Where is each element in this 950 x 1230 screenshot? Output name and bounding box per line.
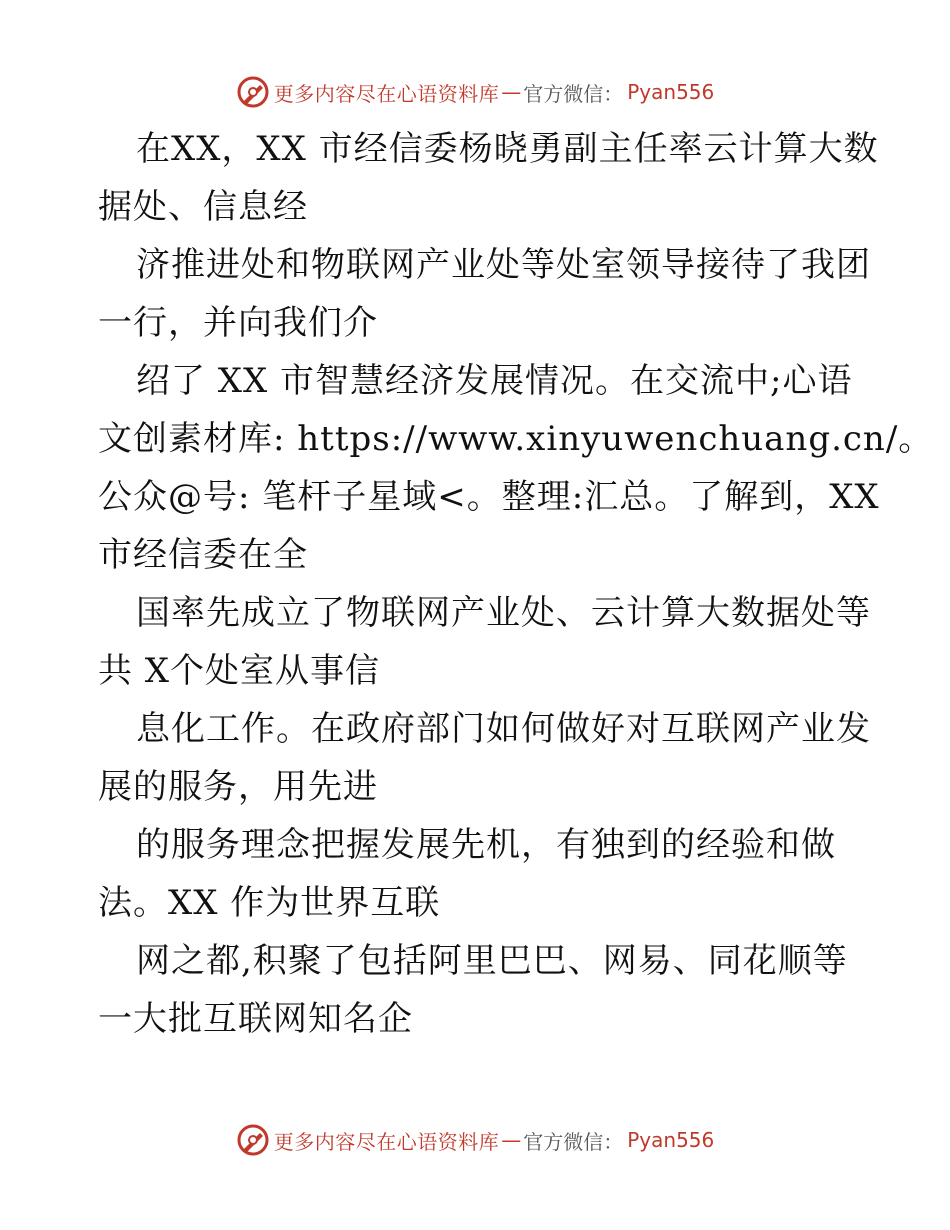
banner-text: 更多内容尽在心语资料库	[273, 1129, 500, 1154]
banner-text: 更多内容尽在心语资料库	[273, 81, 500, 106]
footer-banner	[0, 1120, 950, 1160]
document-body	[98, 120, 934, 1048]
banner-label: 官方微信：	[523, 81, 624, 106]
banner-label: 官方微信：	[523, 1129, 624, 1154]
text-line: 公众@号: 笔杆子星域<。整理:汇总。了解到，XX	[98, 477, 880, 517]
text-line: 法。XX 作为世界互联	[98, 883, 441, 923]
paragraph	[98, 816, 858, 932]
header-banner	[0, 72, 950, 112]
text-line: 绍了 XX 市智慧经济发展情况。在交流中;心语	[136, 361, 853, 401]
text-line: 一行，并向我们介	[98, 303, 378, 343]
paragraph	[98, 236, 871, 352]
text-line: 共 X个处室从事信	[98, 651, 381, 691]
text-line: 文创素材库: https://www.xinyuwenchuang.cn/。	[98, 419, 934, 459]
banner-separator: —	[501, 80, 522, 104]
banner-separator: —	[501, 1128, 522, 1152]
text-line: 据处、信息经	[98, 187, 308, 227]
text-line: 市经信委在全	[98, 535, 308, 575]
pen-logo-icon	[236, 1123, 270, 1157]
paragraph	[98, 120, 879, 236]
text-line: 国率先成立了物联网产业处、云计算大数据处等	[136, 593, 871, 633]
paragraph	[98, 932, 858, 1048]
pen-logo-icon	[236, 75, 270, 109]
text-line: 的服务理念把握发展先机，有独到的经验和做	[136, 825, 836, 865]
text-line: 展的服务，用先进	[98, 767, 378, 807]
text-line: 网之都,积聚了包括阿里巴巴、网易、同花顺等	[136, 941, 848, 981]
paragraph	[98, 352, 934, 584]
text-line: 息化工作。在政府部门如何做好对互联网产业发	[136, 709, 871, 749]
paragraph	[98, 700, 871, 816]
text-line: 在XX，XX 市经信委杨晓勇副主任率云计算大数	[136, 129, 879, 169]
paragraph	[98, 584, 871, 700]
banner-wechat-id: Pyan556	[627, 80, 715, 104]
text-line: 济推进处和物联网产业处等处室领导接待了我团	[136, 245, 871, 285]
banner-wechat-id: Pyan556	[627, 1128, 715, 1152]
text-line: 一大批互联网知名企	[98, 999, 413, 1039]
